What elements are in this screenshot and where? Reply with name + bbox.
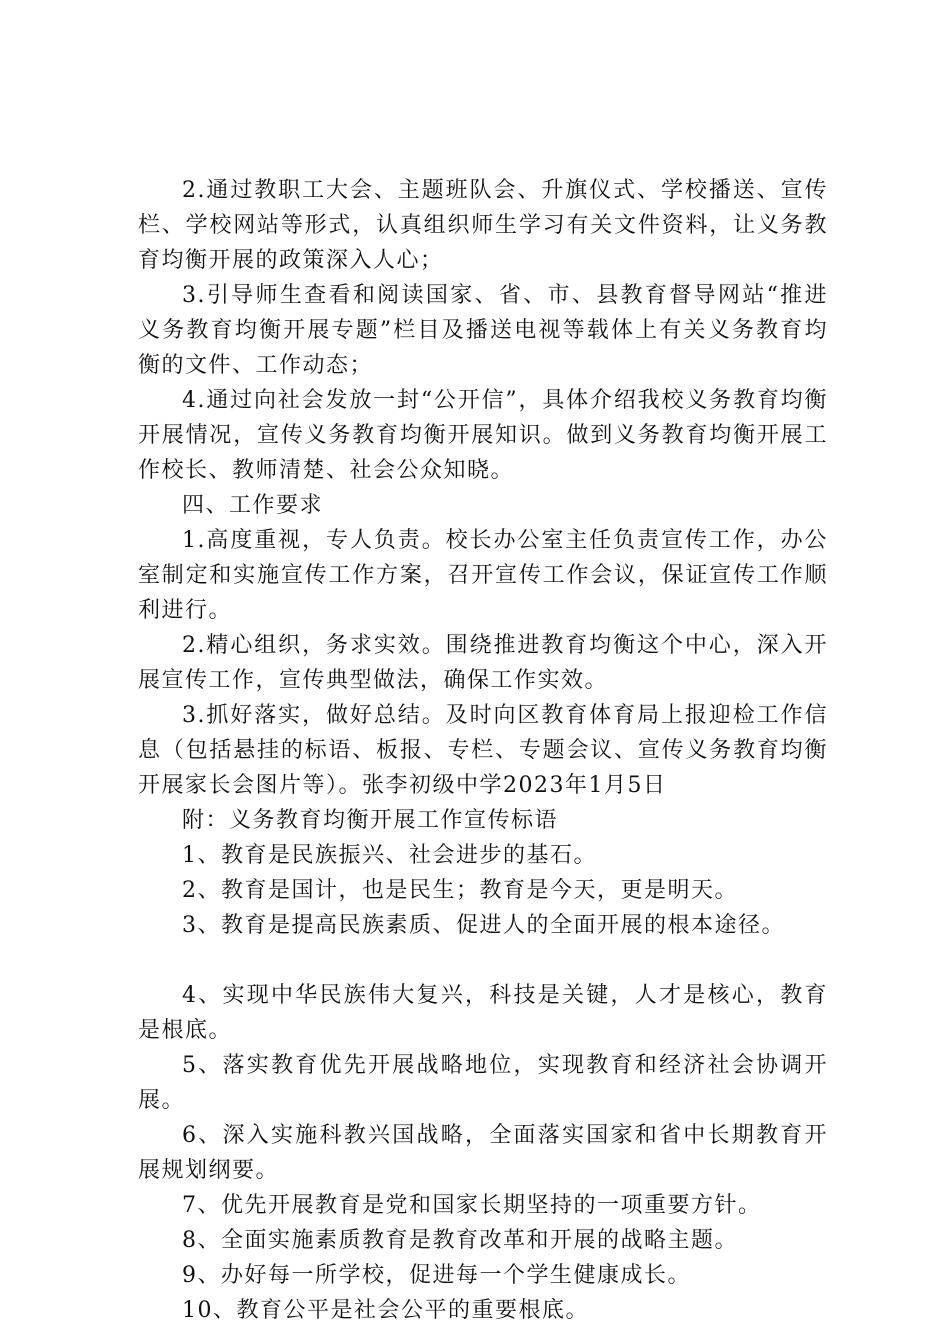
blank-line xyxy=(138,943,828,978)
paragraph-item-4: 4.通过向社会发放一封“公开信”，具体介绍我校义务教育均衡开展情况，宣传义务教育均衡开展知识。做到义务教育均衡开展工作校长、教师清楚、社会公众知晓。 xyxy=(138,388,828,483)
slogan-item: 7、优先开展教育是党和国家长期坚持的一项重要方针。 xyxy=(182,1193,762,1218)
section-heading: 四、工作要求 xyxy=(182,493,324,518)
slogan-item: 1、教育是民族振兴、社会进步的基石。 xyxy=(182,843,597,868)
slogan-item: 2、教育是国计，也是民生；教育是今天，更是明天。 xyxy=(182,878,738,903)
document-body xyxy=(138,173,828,1328)
requirement-item-3: 3.抓好落实，做好总结。及时向区教育体育局上报迎检工作信息（包括悬挂的标语、板报、专栏、专题会议、宣传义务教育均衡开展家长会图片等）。张李初级中学2023年1月5日 xyxy=(138,703,828,798)
slogan-item: 3、教育是提高民族素质、促进人的全面开展的根本途径。 xyxy=(182,913,785,938)
slogan-item: 5、落实教育优先开展战略地位，实现教育和经济社会协调开展。 xyxy=(138,1053,828,1113)
appendix-heading: 附：义务教育均衡开展工作宣传标语 xyxy=(182,808,559,833)
paragraph-item-3: 3.引导师生查看和阅读国家、省、市、县教育督导网站“推进义务教育均衡开展专题”栏目及播送电视等载体上有关义务教育均衡的文件、工作动态； xyxy=(138,283,828,378)
requirement-item-1: 1.高度重视，专人负责。校长办公室主任负责宣传工作，办公室制定和实施宣传工作方案，召开宣传工作会议，保证宣传工作顺利进行。 xyxy=(138,528,828,623)
slogan-item: 8、全面实施素质教育是教育改革和开展的战略主题。 xyxy=(182,1228,738,1253)
requirement-item-2: 2.精心组织，务求实效。围绕推进教育均衡这个中心，深入开展宣传工作，宣传典型做法，确保工作实效。 xyxy=(138,633,828,693)
slogan-item: 9、办好每一所学校，促进每一个学生健康成长。 xyxy=(182,1263,691,1288)
slogan-item: 4、实现中华民族伟大复兴，科技是关键，人才是核心，教育是根底。 xyxy=(138,983,828,1043)
slogan-item: 6、深入实施科教兴国战略，全面落实国家和省中长期教育开展规划纲要。 xyxy=(138,1123,828,1183)
paragraph-item-2: 2.通过教职工大会、主题班队会、升旗仪式、学校播送、宣传栏、学校网站等形式，认真组织师生学习有关文件资料，让义务教育均衡开展的政策深入人心； xyxy=(138,178,828,273)
slogan-item: 10、教育公平是社会公平的重要根底。 xyxy=(182,1298,589,1323)
